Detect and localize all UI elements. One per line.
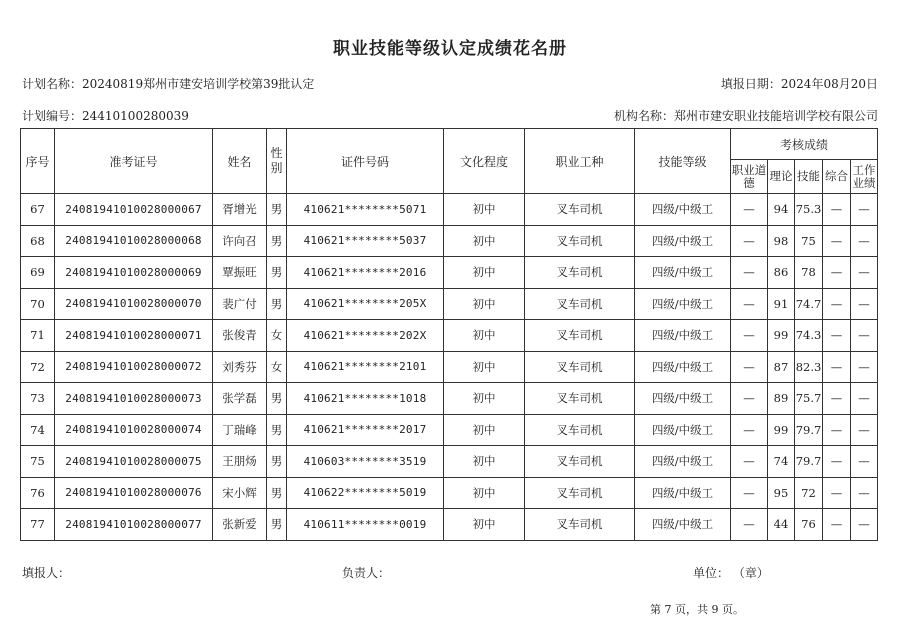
cell-ethics: — xyxy=(731,446,768,478)
org-name: 机构名称：郑州市建安职业技能培训学校有限公司 xyxy=(613,109,878,123)
cell-education: 初中 xyxy=(444,509,525,541)
filled-by-label: 填报人： xyxy=(22,566,71,580)
header-occupation: 职业工种 xyxy=(525,129,635,194)
table-row xyxy=(21,414,878,446)
cell-gender: 男 xyxy=(267,509,287,541)
cell-name: 王朋炀 xyxy=(213,446,267,478)
cell-ethics: — xyxy=(731,288,768,320)
cell-name: 张学磊 xyxy=(213,383,267,415)
cell-gender: 男 xyxy=(267,477,287,509)
cell-id-no: 410621********205X xyxy=(287,288,444,320)
cell-performance: — xyxy=(851,446,878,478)
cell-skill-level: 四级/中级工 xyxy=(635,320,731,352)
cell-performance: — xyxy=(851,288,878,320)
cell-seq: 72 xyxy=(21,351,55,383)
cell-skill: 79.7 xyxy=(795,446,823,478)
cell-seq: 67 xyxy=(21,194,55,226)
cell-occupation: 叉车司机 xyxy=(525,383,635,415)
cell-id-no: 410621********202X xyxy=(287,320,444,352)
cell-theory: 99 xyxy=(768,320,795,352)
cell-overall: — xyxy=(823,414,851,446)
cell-seq: 71 xyxy=(21,320,55,352)
cell-id-no: 410621********5037 xyxy=(287,225,444,257)
fill-date: 填报日期：2024年08月20日 xyxy=(720,77,878,91)
cell-gender: 男 xyxy=(267,288,287,320)
cell-exam-no: 24081941010028000077 xyxy=(55,509,213,541)
cell-skill: 82.3 xyxy=(795,351,823,383)
cell-occupation: 叉车司机 xyxy=(525,225,635,257)
cell-id-no: 410621********5071 xyxy=(287,194,444,226)
cell-occupation: 叉车司机 xyxy=(525,288,635,320)
cell-seq: 76 xyxy=(21,477,55,509)
cell-name: 宋小辉 xyxy=(213,477,267,509)
header-name: 姓名 xyxy=(213,129,267,194)
cell-id-no: 410621********2101 xyxy=(287,351,444,383)
cell-performance: — xyxy=(851,414,878,446)
cell-occupation: 叉车司机 xyxy=(525,257,635,289)
header-education: 文化程度 xyxy=(444,129,525,194)
cell-gender: 男 xyxy=(267,414,287,446)
cell-id-no: 410603********3519 xyxy=(287,446,444,478)
cell-skill: 75 xyxy=(795,225,823,257)
cell-gender: 女 xyxy=(267,351,287,383)
table-row xyxy=(21,257,878,289)
cell-theory: 74 xyxy=(768,446,795,478)
cell-name: 胥增光 xyxy=(213,194,267,226)
cell-overall: — xyxy=(823,383,851,415)
cell-seq: 77 xyxy=(21,509,55,541)
cell-overall: — xyxy=(823,225,851,257)
cell-ethics: — xyxy=(731,257,768,289)
cell-exam-no: 24081941010028000070 xyxy=(55,288,213,320)
cell-skill-level: 四级/中级工 xyxy=(635,414,731,446)
table-row xyxy=(21,446,878,478)
cell-exam-no: 24081941010028000073 xyxy=(55,383,213,415)
page-indicator: 第 7 页，共 9 页。 xyxy=(650,603,744,616)
table-row xyxy=(21,194,878,226)
cell-id-no: 410622********5019 xyxy=(287,477,444,509)
header-theory: 理论 xyxy=(768,160,795,194)
cell-skill-level: 四级/中级工 xyxy=(635,477,731,509)
cell-skill-level: 四级/中级工 xyxy=(635,509,731,541)
cell-performance: — xyxy=(851,509,878,541)
cell-theory: 95 xyxy=(768,477,795,509)
cell-performance: — xyxy=(851,383,878,415)
cell-gender: 男 xyxy=(267,257,287,289)
cell-exam-no: 24081941010028000074 xyxy=(55,414,213,446)
cell-skill-level: 四级/中级工 xyxy=(635,225,731,257)
cell-performance: — xyxy=(851,257,878,289)
cell-skill-level: 四级/中级工 xyxy=(635,383,731,415)
cell-performance: — xyxy=(851,194,878,226)
cell-id-no: 410611********0019 xyxy=(287,509,444,541)
cell-ethics: — xyxy=(731,509,768,541)
header-exam-no: 准考证号 xyxy=(55,129,213,194)
table-row xyxy=(21,477,878,509)
cell-theory: 86 xyxy=(768,257,795,289)
cell-theory: 87 xyxy=(768,351,795,383)
cell-theory: 94 xyxy=(768,194,795,226)
cell-ethics: — xyxy=(731,351,768,383)
cell-overall: — xyxy=(823,194,851,226)
cell-ethics: — xyxy=(731,477,768,509)
table-row xyxy=(21,351,878,383)
cell-overall: — xyxy=(823,446,851,478)
table-row xyxy=(21,288,878,320)
cell-skill: 74.7 xyxy=(795,288,823,320)
cell-occupation: 叉车司机 xyxy=(525,477,635,509)
cell-exam-no: 24081941010028000068 xyxy=(55,225,213,257)
cell-exam-no: 24081941010028000069 xyxy=(55,257,213,289)
cell-name: 丁瑞峰 xyxy=(213,414,267,446)
cell-overall: — xyxy=(823,509,851,541)
cell-education: 初中 xyxy=(444,477,525,509)
cell-overall: — xyxy=(823,288,851,320)
header-ethics: 职业道德 xyxy=(731,160,768,194)
cell-exam-no: 24081941010028000076 xyxy=(55,477,213,509)
cell-id-no: 410621********2016 xyxy=(287,257,444,289)
cell-performance: — xyxy=(851,320,878,352)
cell-performance: — xyxy=(851,225,878,257)
header-overall: 综合 xyxy=(823,160,851,194)
cell-gender: 男 xyxy=(267,446,287,478)
cell-name: 裴广付 xyxy=(213,288,267,320)
cell-skill: 75.7 xyxy=(795,383,823,415)
table-row xyxy=(21,509,878,541)
cell-gender: 女 xyxy=(267,320,287,352)
cell-overall: — xyxy=(823,257,851,289)
cell-name: 刘秀芬 xyxy=(213,351,267,383)
cell-name: 覃振旺 xyxy=(213,257,267,289)
cell-skill-level: 四级/中级工 xyxy=(635,446,731,478)
header-performance: 工作业绩 xyxy=(851,160,878,194)
cell-skill: 74.3 xyxy=(795,320,823,352)
cell-theory: 44 xyxy=(768,509,795,541)
plan-code: 计划编号：24410100280039 xyxy=(22,109,189,123)
cell-gender: 男 xyxy=(267,194,287,226)
cell-id-no: 410621********1018 xyxy=(287,383,444,415)
cell-education: 初中 xyxy=(444,351,525,383)
cell-exam-no: 24081941010028000071 xyxy=(55,320,213,352)
cell-skill: 79.7 xyxy=(795,414,823,446)
cell-skill-level: 四级/中级工 xyxy=(635,194,731,226)
cell-skill: 75.3 xyxy=(795,194,823,226)
cell-ethics: — xyxy=(731,194,768,226)
cell-occupation: 叉车司机 xyxy=(525,509,635,541)
cell-name: 许向召 xyxy=(213,225,267,257)
cell-skill-level: 四级/中级工 xyxy=(635,257,731,289)
document-title: 职业技能等级认定成绩花名册 xyxy=(333,39,567,59)
cell-name: 张新爱 xyxy=(213,509,267,541)
cell-ethics: — xyxy=(731,383,768,415)
cell-occupation: 叉车司机 xyxy=(525,320,635,352)
cell-education: 初中 xyxy=(444,194,525,226)
cell-education: 初中 xyxy=(444,225,525,257)
header-skill-level: 技能等级 xyxy=(635,129,731,194)
cell-overall: — xyxy=(823,477,851,509)
cell-theory: 91 xyxy=(768,288,795,320)
cell-gender: 男 xyxy=(267,383,287,415)
header-gender: 性别 xyxy=(267,129,287,194)
cell-education: 初中 xyxy=(444,414,525,446)
cell-seq: 75 xyxy=(21,446,55,478)
cell-gender: 男 xyxy=(267,225,287,257)
cell-occupation: 叉车司机 xyxy=(525,194,635,226)
cell-occupation: 叉车司机 xyxy=(525,351,635,383)
table-row xyxy=(21,225,878,257)
cell-skill: 76 xyxy=(795,509,823,541)
cell-seq: 73 xyxy=(21,383,55,415)
cell-occupation: 叉车司机 xyxy=(525,446,635,478)
cell-education: 初中 xyxy=(444,257,525,289)
cell-skill: 78 xyxy=(795,257,823,289)
cell-education: 初中 xyxy=(444,320,525,352)
cell-exam-no: 24081941010028000072 xyxy=(55,351,213,383)
cell-theory: 98 xyxy=(768,225,795,257)
cell-occupation: 叉车司机 xyxy=(525,414,635,446)
cell-exam-no: 24081941010028000067 xyxy=(55,194,213,226)
cell-education: 初中 xyxy=(444,288,525,320)
cell-overall: — xyxy=(823,320,851,352)
cell-theory: 99 xyxy=(768,414,795,446)
plan-name: 计划名称：20240819郑州市建安培训学校第39批认定 xyxy=(22,77,315,91)
cell-theory: 89 xyxy=(768,383,795,415)
responsible-label: 负责人： xyxy=(342,566,391,580)
cell-ethics: — xyxy=(731,320,768,352)
roster-body xyxy=(21,194,878,541)
cell-education: 初中 xyxy=(444,446,525,478)
score-roster-table xyxy=(20,128,878,541)
cell-seq: 69 xyxy=(21,257,55,289)
header-id-no: 证件号码 xyxy=(287,129,444,194)
cell-seq: 74 xyxy=(21,414,55,446)
cell-performance: — xyxy=(851,351,878,383)
cell-id-no: 410621********2017 xyxy=(287,414,444,446)
cell-overall: — xyxy=(823,351,851,383)
cell-education: 初中 xyxy=(444,383,525,415)
cell-ethics: — xyxy=(731,414,768,446)
cell-seq: 70 xyxy=(21,288,55,320)
cell-skill-level: 四级/中级工 xyxy=(635,351,731,383)
header-skill: 技能 xyxy=(795,160,823,194)
cell-skill-level: 四级/中级工 xyxy=(635,288,731,320)
cell-skill: 72 xyxy=(795,477,823,509)
header-scores-group: 考核成绩 xyxy=(731,129,878,160)
unit-seal-label: 单位： （章） xyxy=(693,566,769,580)
cell-seq: 68 xyxy=(21,225,55,257)
header-seq: 序号 xyxy=(21,129,55,194)
table-row xyxy=(21,320,878,352)
cell-performance: — xyxy=(851,477,878,509)
cell-exam-no: 24081941010028000075 xyxy=(55,446,213,478)
cell-ethics: — xyxy=(731,225,768,257)
cell-name: 张俊青 xyxy=(213,320,267,352)
table-row xyxy=(21,383,878,415)
